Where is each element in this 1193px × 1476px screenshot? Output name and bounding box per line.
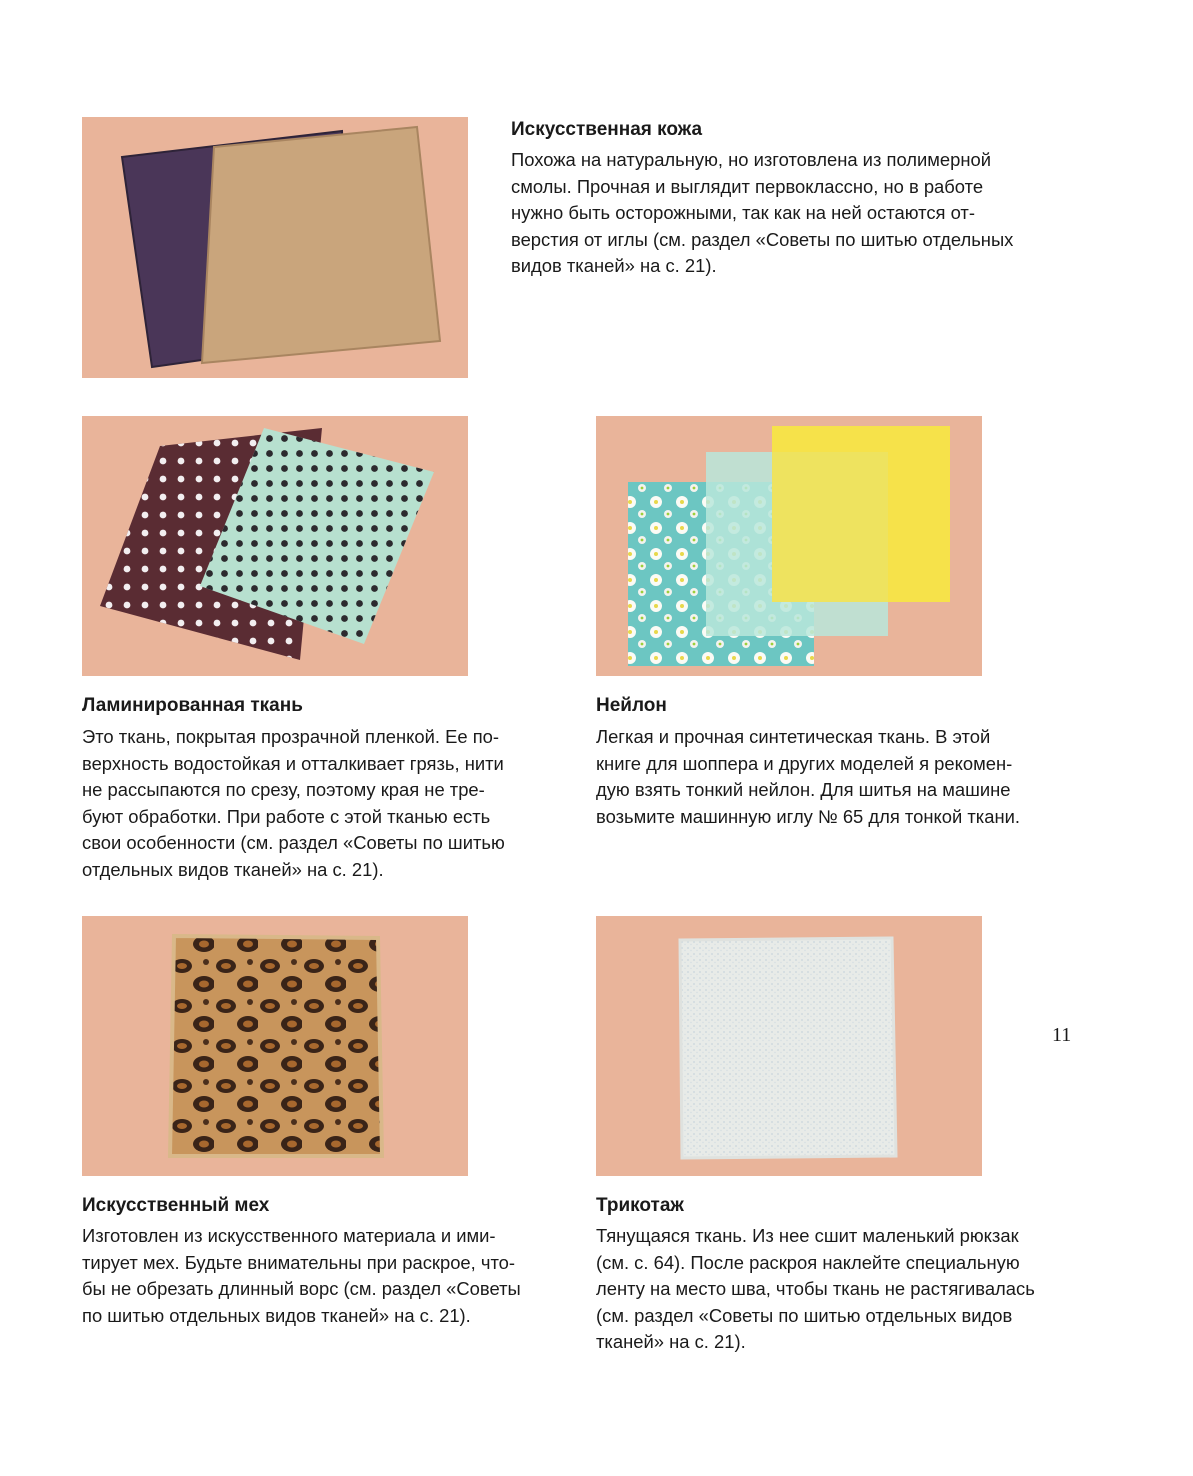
faux-fur-title: Искусственный мех	[82, 1195, 270, 1216]
knit-photo	[596, 916, 982, 1176]
faux-fur-description: Изготовлен из искусственного материала и ими- тирует мех. Будьте внимательны при раскрое, что- бы не обрезать длинный ворс (см. раздел «Советы по шитью отдельных видов тканей» на с. 21).	[82, 1225, 521, 1326]
laminated-fabric-title: Ламинированная ткань	[82, 695, 303, 716]
faux-leather-description: Похожа на натуральную, но изготовлена из полимерной смолы. Прочная и выглядит первоклассно, но в работе нужно быть осторожными, так как на ней остаются от- верстия от иглы (см. раздел «Советы по шитью отдельных видов тканей» на с. 21).	[511, 149, 1014, 277]
knit-description: Тянущаяся ткань. Из нее сшит маленький рюкзак (см. с. 64). После раскроя наклейте специальную ленту на место шва, чтобы ткань не растягивалась (см. раздел «Советы по шитью отдельных видов тканей» на с. 21).	[596, 1225, 1035, 1353]
page-number: 11	[1052, 1024, 1072, 1046]
faux-leather-photo	[82, 117, 468, 378]
laminated-fabric-description: Это ткань, покрытая прозрачной пленкой. Ее по- верхность водостойкая и отталкивает грязь, нити не рассыпаются по срезу, поэтому края не тре- буют обработки. При работе с этой тканью есть свои особенности (см. раздел «Советы по шитью отдельных видов тканей» на с. 21).	[82, 726, 505, 880]
nylon-description: Легкая и прочная синтетическая ткань. В этой книге для шоппера и других моделей я рекомен- дую взять тонкий нейлон. Для шитья на машине возьмите машинную иглу № 65 для тонкой ткани.	[596, 726, 1021, 827]
faux-fur-photo	[82, 916, 468, 1176]
knit-title: Трикотаж	[596, 1195, 684, 1216]
nylon-title: Нейлон	[596, 695, 667, 716]
laminated-fabric-photo	[82, 416, 468, 676]
faux-leather-title: Искусственная кожа	[511, 119, 703, 140]
nylon-photo	[596, 416, 982, 676]
